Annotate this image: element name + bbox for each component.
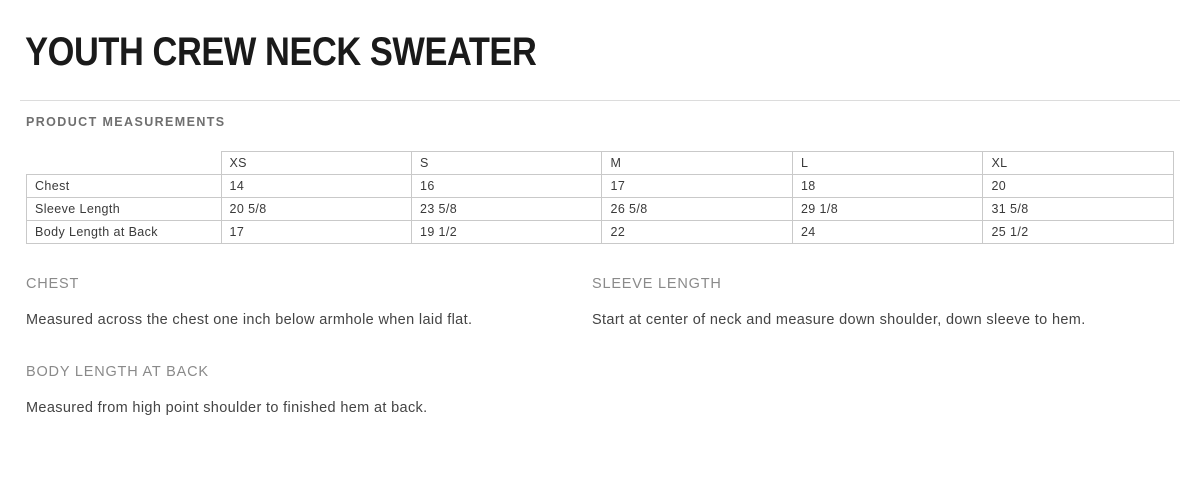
cell-sleeve-length-xs: 20 5/8 (221, 198, 411, 221)
table-row (27, 175, 1174, 198)
measurement-notes (20, 276, 1186, 422)
row-label-body-length-at-back: Body Length at Back (27, 221, 222, 244)
cell-sleeve-length-l: 29 1/8 (792, 198, 982, 221)
note-body-length-at-back (26, 364, 592, 422)
row-label-sleeve-length: Sleeve Length (27, 198, 222, 221)
note-title-sleeve-length: SLEEVE LENGTH (592, 276, 722, 292)
page-title: YOUTH CREW NECK SWEATER (25, 30, 537, 74)
header-divider (20, 100, 1180, 101)
cell-chest-xs: 14 (221, 175, 411, 198)
measurements-table (26, 151, 1174, 244)
cell-chest-s: 16 (411, 175, 601, 198)
table-header-row (27, 152, 1174, 175)
column-header-m: M (602, 152, 792, 175)
cell-body-length-l: 24 (792, 221, 982, 244)
column-header-s: S (411, 152, 601, 175)
cell-body-length-m: 22 (602, 221, 792, 244)
note-body-chest: Measured across the chest one inch below armhole when laid flat. (26, 312, 473, 328)
note-body-sleeve-length: Start at center of neck and measure down shoulder, down sleeve to hem. (592, 312, 1086, 328)
note-chest (26, 276, 592, 334)
column-header-xs: XS (221, 152, 411, 175)
cell-body-length-s: 19 1/2 (411, 221, 601, 244)
cell-chest-m: 17 (602, 175, 792, 198)
table-row (27, 221, 1174, 244)
note-title-chest: CHEST (26, 276, 80, 292)
column-header-xl: XL (983, 152, 1174, 175)
cell-sleeve-length-xl: 31 5/8 (983, 198, 1174, 221)
section-label-product-measurements: PRODUCT MEASUREMENTS (26, 115, 226, 129)
table-corner-cell (27, 152, 222, 175)
cell-sleeve-length-m: 26 5/8 (602, 198, 792, 221)
cell-body-length-xl: 25 1/2 (983, 221, 1174, 244)
table-row (27, 198, 1174, 221)
note-body-body-length-at-back: Measured from high point shoulder to finished hem at back. (26, 400, 428, 416)
note-title-body-length-at-back: BODY LENGTH AT BACK (26, 364, 209, 380)
note-sleeve-length (592, 276, 1158, 334)
cell-sleeve-length-s: 23 5/8 (411, 198, 601, 221)
column-header-l: L (792, 152, 982, 175)
cell-chest-xl: 20 (983, 175, 1174, 198)
notes-row-bottom (26, 364, 1186, 422)
notes-row-top (26, 276, 1186, 334)
cell-body-length-xs: 17 (221, 221, 411, 244)
cell-chest-l: 18 (792, 175, 982, 198)
row-label-chest: Chest (27, 175, 222, 198)
